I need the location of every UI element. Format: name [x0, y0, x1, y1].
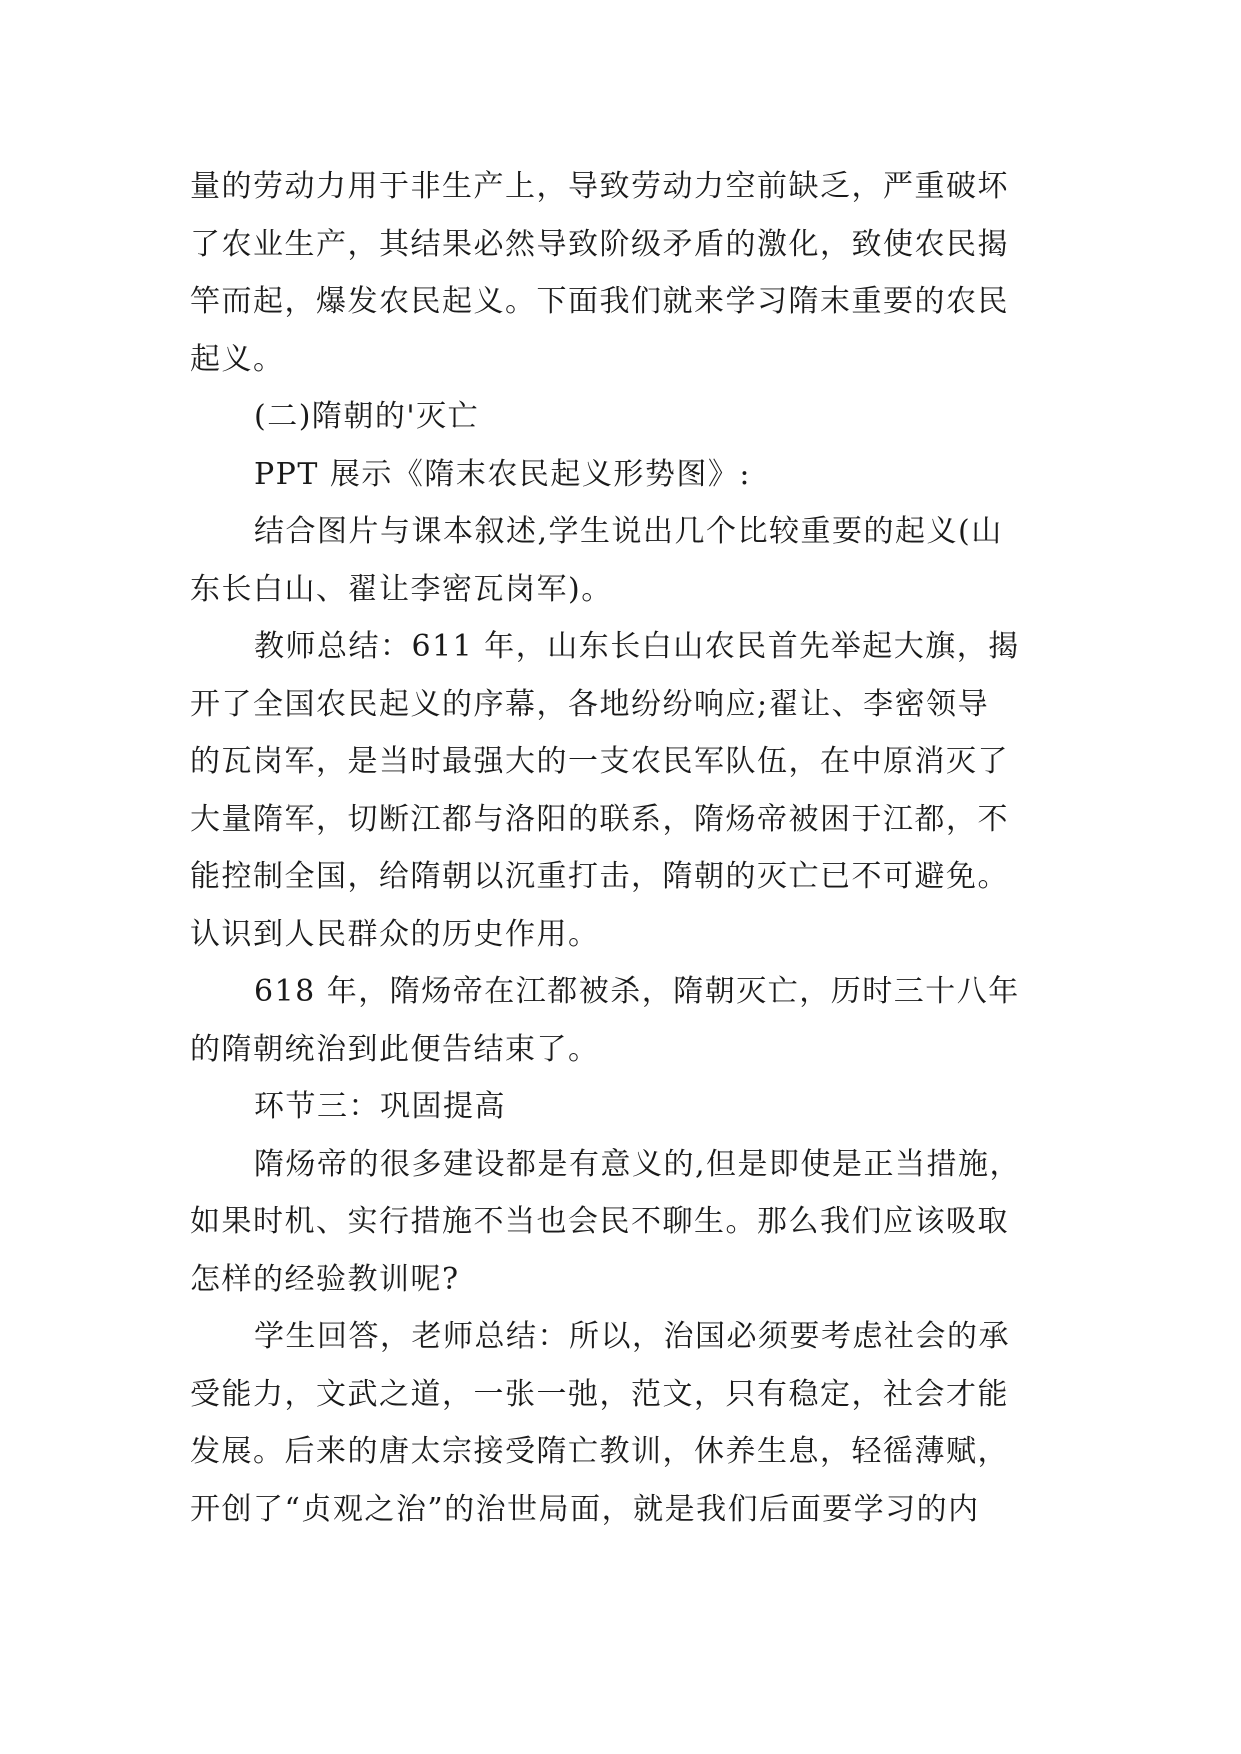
text-line: 能控制全国，给隋朝以沉重打击，隋朝的灭亡已不可避免。	[190, 859, 1009, 894]
document-body	[190, 158, 1052, 1538]
text-line: 竿而起，爆发农民起义。下面我们就来学习隋末重要的农民	[190, 284, 1009, 319]
text-line: 发展。后来的唐太宗接受隋亡教训，休养生息，轻徭薄赋，	[190, 1434, 1009, 1469]
section-heading: 环节三：巩固提高	[254, 1089, 506, 1124]
text-line: 受能力，文武之道，一张一弛，范文，只有稳定，社会才能	[190, 1376, 1009, 1412]
text-line: 学生回答，老师总结：所以，治国必须要考虑社会的承	[254, 1319, 1010, 1354]
text-line: 开创了“贞观之治”的治世局面，就是我们后面要学习的内	[190, 1491, 980, 1527]
text-line: 结合图片与课本叙述,学生说出几个比较重要的起义(山	[254, 514, 1003, 549]
text-line: 大量隋军，切断江都与洛阳的联系，隋炀帝被困于江都，不	[190, 801, 1009, 837]
text-line: 东长白山、翟让李密瓦岗军)。	[190, 571, 613, 607]
text-line: 的瓦岗军，是当时最强大的一支农民军队伍，在中原消灭了	[190, 744, 1009, 779]
text-line: 起义。	[190, 341, 285, 377]
text-line: 教师总结：611 年，山东长白山农民首先举起大旗，揭	[254, 629, 1020, 664]
section-heading: (二)隋朝的'灭亡	[254, 399, 480, 434]
text-line: 618 年，隋炀帝在江都被杀，隋朝灭亡，历时三十八年	[254, 974, 1020, 1009]
text-line: 如果时机、实行措施不当也会民不聊生。那么我们应该吸取	[190, 1204, 1009, 1239]
text-line: 了农业生产，其结果必然导致阶级矛盾的激化，致使农民揭	[190, 226, 1009, 262]
text-line: 隋炀帝的很多建设都是有意义的,但是即使是正当措施，	[254, 1146, 1022, 1182]
text-line: 怎样的经验教训呢?	[190, 1261, 460, 1297]
text-line: 开了全国农民起义的序幕，各地纷纷响应;翟让、李密领导	[190, 686, 990, 722]
text-line: 认识到人民群众的历史作用。	[190, 916, 600, 952]
text-line: PPT 展示《隋末农民起义形势图》:	[254, 456, 752, 492]
text-line: 的隋朝统治到此便告结束了。	[190, 1031, 600, 1067]
text-line: 量的劳动力用于非生产上，导致劳动力空前缺乏，严重破坏	[190, 169, 1009, 204]
